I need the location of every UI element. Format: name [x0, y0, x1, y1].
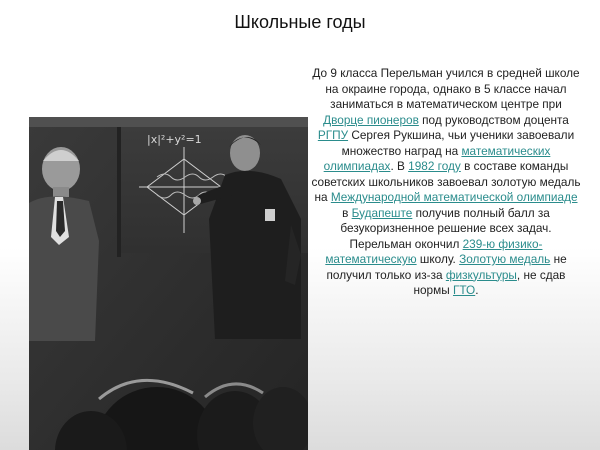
link-school-239[interactable]: 239-ю физико-математическую [325, 236, 543, 266]
text-span: До 9 класса Перельман учился в средней школе на окраине города, однако в 5 классе начал заниматься в математическом центре при [312, 66, 580, 111]
page-title: Школьные годы [234, 12, 366, 32]
text-span: в составе команды советских школьников завоевал золотую медаль на [311, 159, 581, 204]
text-span: в [342, 205, 352, 220]
article-text [310, 66, 582, 299]
link-imo[interactable]: Международной математической олимпиаде [330, 190, 578, 204]
text-span: . В [390, 159, 409, 173]
link-1982[interactable]: 1982 году [408, 159, 461, 173]
text-span: , не сдав нормы [413, 267, 566, 297]
text-span: под руководством доцента [418, 112, 569, 127]
link-rgpu[interactable]: РГПУ [317, 128, 349, 142]
text-span: получив полный балл за безукоризненное решение всех задач. Перельман окончил [340, 205, 552, 251]
board-formula: |x|²+y²=1 [147, 133, 202, 146]
link-math-olympiads[interactable]: математических олимпиадах [323, 143, 551, 173]
link-gto[interactable]: ГТО [452, 283, 476, 297]
classroom-photo [29, 117, 308, 450]
text-span: школу. [416, 252, 460, 266]
link-pioneers-palace[interactable]: Дворце пионеров [323, 112, 419, 127]
text-span: Сергея Рукшина, чьи ученики завоевали множество наград на [341, 128, 575, 158]
link-gold-medal[interactable]: Золотую медаль [459, 252, 551, 266]
text-span: не получил только из-за [326, 252, 567, 282]
link-physical-education[interactable]: физкультуры [445, 267, 517, 282]
link-budapest[interactable]: Будапеште [351, 205, 413, 220]
text-span: . [475, 283, 479, 297]
